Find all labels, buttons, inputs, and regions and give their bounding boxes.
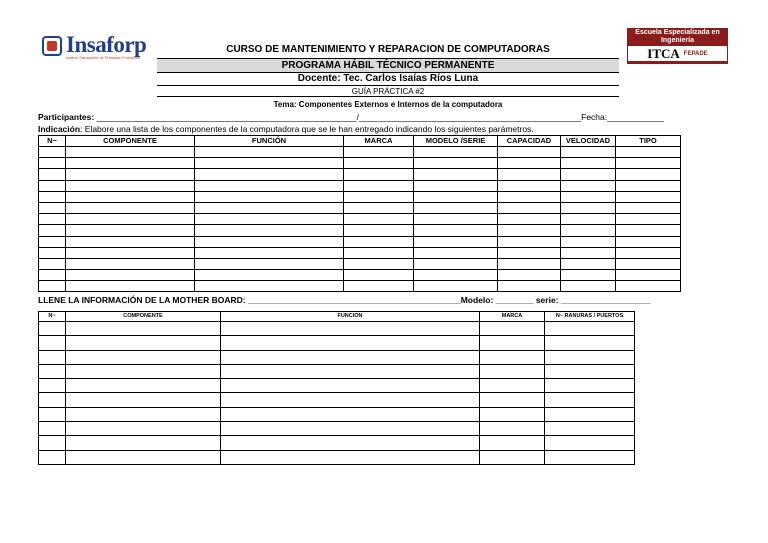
components-table-cell[interactable] (498, 169, 561, 180)
motherboard-table-cell[interactable] (39, 422, 66, 436)
components-table-cell[interactable] (344, 191, 414, 202)
components-table-cell[interactable] (195, 158, 344, 169)
components-table-cell[interactable] (344, 225, 414, 236)
components-table-cell[interactable] (344, 202, 414, 213)
components-table-row (39, 169, 681, 180)
components-table-cell[interactable] (561, 258, 616, 269)
components-table-cell[interactable] (414, 191, 498, 202)
motherboard-table-row (39, 436, 635, 450)
components-table-cell[interactable] (616, 258, 681, 269)
mb-col-function: FUNCION (221, 312, 480, 322)
insaforp-emblem-icon (42, 36, 62, 56)
motherboard-table-cell[interactable] (66, 436, 221, 450)
date-label: Fecha:____________ (581, 112, 664, 122)
components-table-cell[interactable] (561, 191, 616, 202)
motherboard-table-cell[interactable] (66, 364, 221, 378)
components-table-cell[interactable] (39, 169, 66, 180)
motherboard-info-line: LLENE LA INFORMACIÓN DE LA MOTHER BOARD: _____________________________________________Modelo: ________ serie: ___________________ (38, 295, 651, 305)
topic-title: Tema: Componentes Externos e Internos de la computadora (273, 100, 503, 109)
components-table-cell[interactable] (498, 180, 561, 191)
participants-label: Participantes: (38, 112, 95, 122)
components-table-cell[interactable] (616, 158, 681, 169)
components-table-cell[interactable] (561, 270, 616, 281)
components-table-cell[interactable] (414, 247, 498, 258)
components-table-cell[interactable] (66, 180, 195, 191)
components-table-cell[interactable] (498, 258, 561, 269)
col-function: FUNCIÓN (195, 136, 344, 147)
col-number: N~ (39, 136, 66, 147)
motherboard-table-cell[interactable] (39, 350, 66, 364)
components-table-cell[interactable] (616, 214, 681, 225)
motherboard-table-row (39, 450, 635, 464)
col-brand: MARCA (344, 136, 414, 147)
components-table-cell[interactable] (498, 225, 561, 236)
teacher-name: Docente: Tec. Carlos Isaías Ríos Luna (157, 73, 619, 86)
motherboard-table-cell[interactable] (480, 393, 545, 407)
components-table-cell[interactable] (414, 236, 498, 247)
components-table-cell[interactable] (561, 147, 616, 158)
components-table-cell[interactable] (39, 202, 66, 213)
motherboard-table-cell[interactable] (66, 350, 221, 364)
components-table-row (39, 270, 681, 281)
itca-logo-name: ITCA (647, 45, 680, 61)
components-table-cell[interactable] (66, 236, 195, 247)
components-table-cell[interactable] (39, 214, 66, 225)
motherboard-table-row (39, 393, 635, 407)
motherboard-table-cell[interactable] (545, 407, 635, 421)
components-table-cell[interactable] (195, 147, 344, 158)
motherboard-table-cell[interactable] (221, 393, 480, 407)
components-table-cell[interactable] (414, 281, 498, 292)
components-table-cell[interactable] (414, 270, 498, 281)
mb-col-number: N~ (39, 312, 66, 322)
components-table-cell[interactable] (498, 281, 561, 292)
components-table-cell[interactable] (414, 180, 498, 191)
components-table-cell[interactable] (344, 247, 414, 258)
components-table-cell[interactable] (344, 169, 414, 180)
motherboard-table-cell[interactable] (480, 336, 545, 350)
motherboard-table-cell[interactable] (66, 336, 221, 350)
col-capacity: CAPACIDAD (498, 136, 561, 147)
motherboard-table-cell[interactable] (480, 422, 545, 436)
components-table-cell[interactable] (414, 214, 498, 225)
components-table-cell[interactable] (39, 247, 66, 258)
components-table-cell[interactable] (344, 214, 414, 225)
components-table-cell[interactable] (561, 180, 616, 191)
components-table (38, 135, 681, 292)
motherboard-table-cell[interactable] (545, 436, 635, 450)
indication-line (38, 124, 534, 134)
components-table-cell[interactable] (66, 158, 195, 169)
components-table-cell[interactable] (66, 270, 195, 281)
motherboard-table-cell[interactable] (545, 422, 635, 436)
motherboard-table-row (39, 407, 635, 421)
motherboard-table-cell[interactable] (39, 322, 66, 336)
motherboard-table-cell[interactable] (221, 364, 480, 378)
motherboard-table-header (39, 312, 635, 322)
components-table-cell[interactable] (561, 225, 616, 236)
components-table-cell[interactable] (616, 281, 681, 292)
components-table-cell[interactable] (66, 214, 195, 225)
components-table-cell[interactable] (561, 214, 616, 225)
motherboard-table-cell[interactable] (39, 436, 66, 450)
motherboard-table-cell[interactable] (39, 336, 66, 350)
participants-blank: _______________________________________________________/_______________________________________________ (94, 112, 582, 122)
motherboard-table-cell[interactable] (39, 450, 66, 464)
components-table-cell[interactable] (66, 247, 195, 258)
components-table-cell[interactable] (195, 214, 344, 225)
course-title: CURSO DE MANTENIMIENTO Y REPARACION DE COMPUTADORAS (226, 44, 550, 55)
motherboard-table-cell[interactable] (480, 350, 545, 364)
components-table-cell[interactable] (344, 270, 414, 281)
components-table-cell[interactable] (66, 147, 195, 158)
motherboard-table-cell[interactable] (545, 364, 635, 378)
motherboard-table-cell[interactable] (221, 379, 480, 393)
components-table-cell[interactable] (39, 225, 66, 236)
components-table-cell[interactable] (414, 202, 498, 213)
motherboard-table-cell[interactable] (66, 407, 221, 421)
motherboard-table-row (39, 364, 635, 378)
motherboard-table-cell[interactable] (545, 336, 635, 350)
motherboard-table-row (39, 350, 635, 364)
components-table-cell[interactable] (414, 225, 498, 236)
motherboard-table-cell[interactable] (545, 379, 635, 393)
motherboard-table-row (39, 322, 635, 336)
components-table-cell[interactable] (195, 169, 344, 180)
participants-line (38, 112, 664, 122)
components-table-row (39, 236, 681, 247)
components-table-cell[interactable] (616, 202, 681, 213)
motherboard-table-cell[interactable] (221, 450, 480, 464)
components-table-cell[interactable] (195, 236, 344, 247)
components-table-cell[interactable] (498, 158, 561, 169)
components-table-row (39, 147, 681, 158)
components-table-cell[interactable] (39, 158, 66, 169)
motherboard-table-row (39, 379, 635, 393)
components-table-cell[interactable] (344, 258, 414, 269)
components-table-row (39, 281, 681, 292)
fepade-logo-text: FEPADE (683, 50, 708, 57)
motherboard-table-cell[interactable] (221, 350, 480, 364)
col-component: COMPONENTE (66, 136, 195, 147)
motherboard-table-cell[interactable] (545, 393, 635, 407)
components-table-cell[interactable] (616, 169, 681, 180)
components-table-cell[interactable] (414, 147, 498, 158)
components-table-cell[interactable] (616, 225, 681, 236)
components-table-cell[interactable] (66, 191, 195, 202)
itca-logo-top: Escuela Especializada en Ingeniería (627, 28, 728, 46)
components-table-cell[interactable] (498, 247, 561, 258)
components-table-header (39, 136, 681, 147)
components-table-cell[interactable] (498, 191, 561, 202)
components-table-cell[interactable] (39, 270, 66, 281)
components-table-cell[interactable] (66, 281, 195, 292)
components-table-cell[interactable] (344, 281, 414, 292)
components-table-cell[interactable] (195, 258, 344, 269)
program-title: PROGRAMA HÁBIL TÉCNICO PERMANENTE (157, 58, 619, 73)
components-table-cell[interactable] (66, 202, 195, 213)
components-table-row (39, 225, 681, 236)
components-table-cell[interactable] (414, 158, 498, 169)
components-table-cell[interactable] (561, 158, 616, 169)
components-table-cell[interactable] (344, 158, 414, 169)
indication-label: Indicación (38, 124, 81, 134)
components-table-cell[interactable] (195, 180, 344, 191)
components-table-cell[interactable] (498, 202, 561, 213)
components-table-row (39, 191, 681, 202)
insaforp-logo-subtitle: Instituto Salvadoreño de Formación Profesional (66, 56, 140, 60)
motherboard-table-cell[interactable] (66, 379, 221, 393)
components-table-cell[interactable] (616, 247, 681, 258)
components-table-cell[interactable] (39, 180, 66, 191)
col-model-serial: MODELO /SERIE (414, 136, 498, 147)
itca-fepade-logo (627, 28, 728, 64)
components-table-cell[interactable] (344, 180, 414, 191)
col-type: TIPO (616, 136, 681, 147)
components-table-cell[interactable] (66, 258, 195, 269)
components-table-cell[interactable] (344, 236, 414, 247)
motherboard-table-cell[interactable] (545, 322, 635, 336)
motherboard-table-cell[interactable] (39, 393, 66, 407)
components-table-cell[interactable] (195, 247, 344, 258)
components-table-cell[interactable] (616, 147, 681, 158)
components-table-row (39, 258, 681, 269)
motherboard-table-row (39, 336, 635, 350)
components-table-row (39, 214, 681, 225)
components-table-cell[interactable] (616, 191, 681, 202)
components-table-row (39, 180, 681, 191)
motherboard-table-cell[interactable] (545, 350, 635, 364)
motherboard-table-cell[interactable] (480, 407, 545, 421)
components-table-cell[interactable] (414, 169, 498, 180)
components-table-cell[interactable] (66, 169, 195, 180)
motherboard-table-cell[interactable] (66, 422, 221, 436)
components-table-row (39, 158, 681, 169)
motherboard-table-row (39, 422, 635, 436)
motherboard-table-cell[interactable] (66, 322, 221, 336)
components-table-cell[interactable] (39, 258, 66, 269)
components-table-cell[interactable] (498, 214, 561, 225)
motherboard-table-cell[interactable] (480, 450, 545, 464)
components-table-cell[interactable] (39, 147, 66, 158)
motherboard-table-cell[interactable] (545, 450, 635, 464)
components-table-cell[interactable] (195, 225, 344, 236)
guide-number: GUÍA PRÁCTICA #2 (157, 87, 619, 97)
components-table-cell[interactable] (561, 247, 616, 258)
insaforp-logo-text: Insaforp (66, 32, 147, 57)
components-table-cell[interactable] (195, 270, 344, 281)
components-table-cell[interactable] (39, 191, 66, 202)
components-table-cell[interactable] (616, 236, 681, 247)
components-table-cell[interactable] (498, 270, 561, 281)
components-table-cell[interactable] (561, 236, 616, 247)
motherboard-table-cell[interactable] (39, 364, 66, 378)
components-table-cell[interactable] (561, 169, 616, 180)
components-table-row (39, 202, 681, 213)
components-table-cell[interactable] (66, 225, 195, 236)
components-table-cell[interactable] (195, 191, 344, 202)
motherboard-table-cell[interactable] (221, 336, 480, 350)
motherboard-table-cell[interactable] (221, 422, 480, 436)
components-table-cell[interactable] (344, 147, 414, 158)
motherboard-table-cell[interactable] (221, 436, 480, 450)
mb-col-slots-ports: N~ RANURAS / PUERTOS (545, 312, 635, 322)
components-table-cell[interactable] (39, 236, 66, 247)
components-table-cell[interactable] (195, 202, 344, 213)
mb-col-brand: MARCA (480, 312, 545, 322)
motherboard-table (38, 311, 635, 465)
motherboard-table-cell[interactable] (66, 450, 221, 464)
insaforp-logo (42, 34, 152, 64)
components-table-cell[interactable] (498, 147, 561, 158)
motherboard-table-cell[interactable] (480, 322, 545, 336)
indication-text: : Elabore una lista de los componentes de la computadora que se le han entregado indicando los siguientes parámetros. (80, 124, 534, 134)
motherboard-table-cell[interactable] (66, 393, 221, 407)
motherboard-table-cell[interactable] (39, 407, 66, 421)
components-table-cell[interactable] (561, 202, 616, 213)
col-speed: VELOCIDAD (561, 136, 616, 147)
motherboard-table-cell[interactable] (39, 379, 66, 393)
components-table-cell[interactable] (414, 258, 498, 269)
components-table-cell[interactable] (616, 180, 681, 191)
components-table-row (39, 247, 681, 258)
components-table-cell[interactable] (561, 281, 616, 292)
motherboard-table-cell[interactable] (480, 436, 545, 450)
components-table-cell[interactable] (498, 236, 561, 247)
components-table-cell[interactable] (195, 281, 344, 292)
motherboard-table-cell[interactable] (221, 407, 480, 421)
mb-col-component: COMPONENTE (66, 312, 221, 322)
motherboard-table-cell[interactable] (480, 379, 545, 393)
motherboard-table-cell[interactable] (221, 322, 480, 336)
components-table-cell[interactable] (616, 270, 681, 281)
motherboard-table-cell[interactable] (480, 364, 545, 378)
components-table-cell[interactable] (39, 281, 66, 292)
